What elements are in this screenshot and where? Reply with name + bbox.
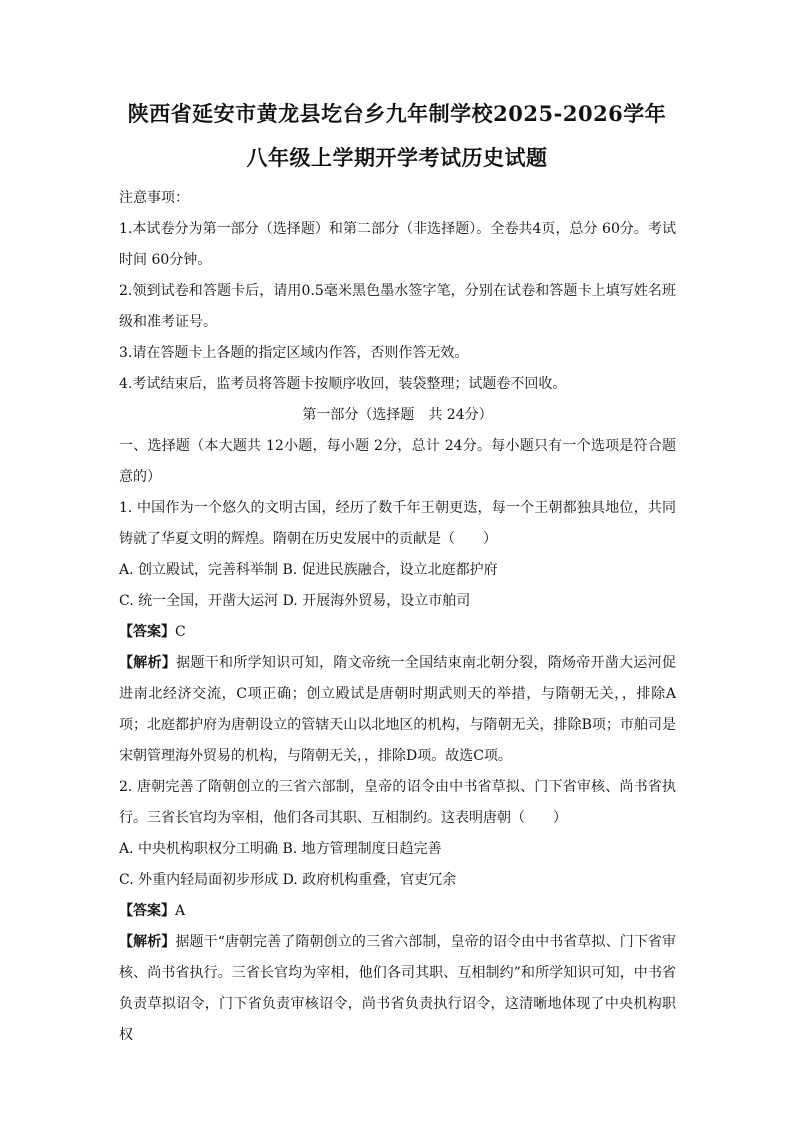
analysis-text: 据题干和所学知识可知，隋文帝统一全国结束南北朝分裂，隋炀帝开凿大运河促进南北经济交流，C项正确；创立殿试是唐朝时期武则天的举措，与隋朝无关，，排除A项；北庭都护府为唐朝设立的管辖天山以北地区的机构，与隋朝无关，排除B项；市舶司是宋朝管理海外贸易的机构，与隋朝无关，，排除D项。故选C项。 [119, 655, 677, 764]
question-2-stem: 2. 唐朝完善了隋朝创立的三省六部制，皇帝的诏令由中书省草拟、门下省审核、尚书省执行。三省长官均为宰相，他们各司其职、互相制约。这表明唐朝（ ） [119, 779, 676, 826]
question-1-analysis [119, 648, 676, 772]
answer-value: A [175, 903, 186, 919]
note-item-2: 2.领到试卷和答题卡后，请用0.5毫米黑色墨水签字笔，分别在试卷和答题卡上填写姓名班级和准考证号。 [119, 283, 676, 330]
exam-body [119, 183, 676, 1051]
section-instruction: 一、选择题（本大题共 12小题，每小题 2分，总计 24分。每小题只有一个选项是符合题意的） [119, 438, 676, 485]
analysis-text: 据题干“唐朝完善了隋朝创立的三省六部制，皇帝的诏令由中书省草拟、门下省审核、尚书省执行。三省长官均为宰相，他们各司其职、互相制约”和所学知识可知，中书省负责草拟诏令，门下省负责审核诏令，尚书省负责执行诏令，这清晰地体现了中央机构职权 [119, 934, 677, 1043]
analysis-tag: 【解析】 [119, 655, 177, 671]
answer-tag: 【答案】 [119, 903, 175, 919]
note-item-3: 3.请在答题卡上各题的指定区域内作答，否则作答无效。 [119, 345, 469, 361]
question-2-answer [119, 896, 676, 927]
analysis-tag: 【解析】 [119, 934, 176, 950]
question-2-options-ab: A. 中央机构职权分工明确 B. 地方管理制度日趋完善 [119, 841, 442, 857]
question-2-analysis [119, 927, 676, 1051]
question-1-options-ab: A. 创立殿试，完善科举制 B. 促进民族融合，设立北庭都护府 [119, 562, 498, 578]
section-heading: 第一部分（选择题 共 24分） [302, 407, 493, 423]
question-1-answer [119, 617, 676, 648]
note-item-1: 1.本试卷分为第一部分（选择题）和第二部分（非选择题）。全卷共4页，总分 60分。考试时间 60分钟。 [119, 221, 676, 268]
answer-tag: 【答案】 [119, 624, 175, 640]
note-item-4: 4.考试结束后，监考员将答题卡按顺序收回，装袋整理；试题卷不回收。 [119, 376, 567, 392]
title-line-2: 八年级上学期开学考试历史试题 [246, 145, 548, 170]
question-1-options-cd: C. 统一全国，开凿大运河 D. 开展海外贸易，设立市舶司 [119, 593, 471, 609]
title-line-1: 陕西省延安市黄龙县圪台乡九年制学校2025-2026学年 [127, 101, 667, 126]
notes-heading: 注意事项： [119, 190, 189, 206]
question-2-options-cd: C. 外重内轻局面初步形成 D. 政府机构重叠，官吏冗余 [119, 872, 457, 888]
answer-value: C [175, 624, 186, 640]
question-1-stem: 1. 中国作为一个悠久的文明古国，经历了数千年王朝更迭，每一个王朝都独具地位，共同铸就了华夏文明的辉煌。隋朝在历史发展中的贡献是（ ） [119, 500, 676, 547]
